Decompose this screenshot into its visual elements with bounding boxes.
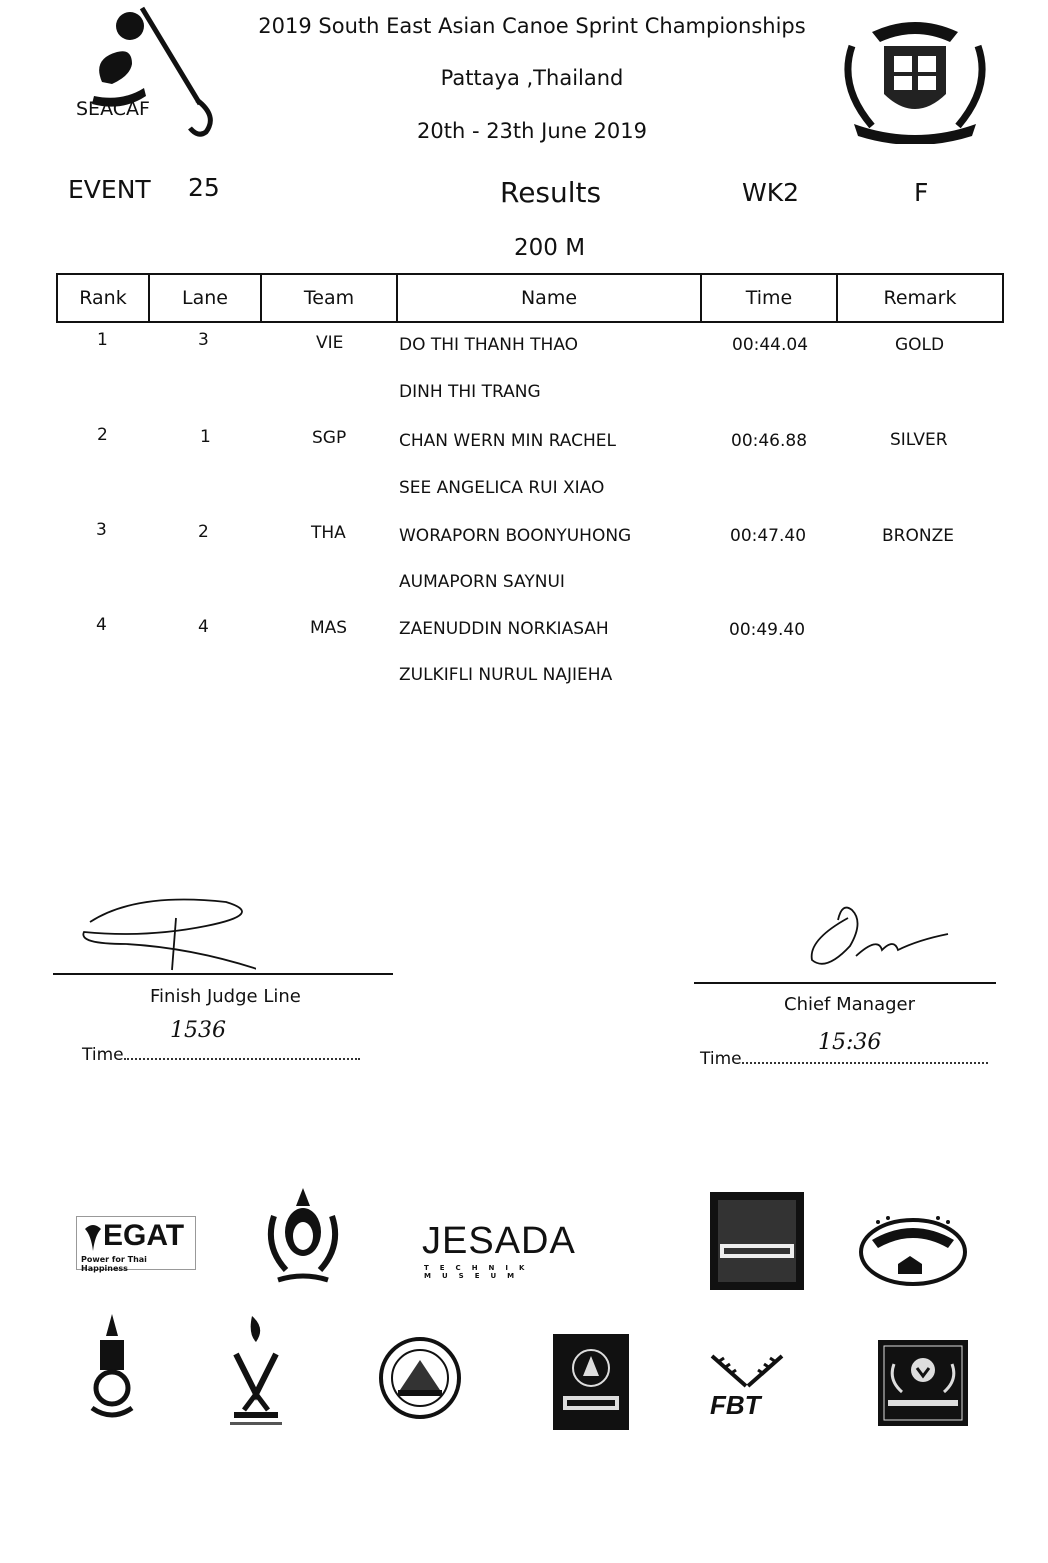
event-dates: 20th - 23th June 2019 [417, 119, 647, 143]
remark-cell: BRONZE [882, 526, 954, 546]
torch-flame-icon [222, 1314, 290, 1430]
rank-cell: 2 [97, 425, 108, 445]
column-header-rank: Rank [57, 274, 149, 322]
chief-manager-time-value: 15:36 [818, 1030, 882, 1055]
navy-emblem-icon [84, 1312, 140, 1424]
university-seal-logo [378, 1336, 462, 1420]
fbt-logo-text: FBT [710, 1390, 761, 1420]
lane-cell: 2 [198, 522, 209, 542]
finish-judge-time-value: 1536 [170, 1018, 226, 1043]
signature-icon [76, 892, 256, 976]
finish-judge-label: Finish Judge Line [150, 986, 301, 1007]
team-cell: VIE [316, 333, 344, 353]
athlete-name: ZAENUDDIN NORKIASAH [399, 619, 609, 639]
aomsin-emblem-icon [553, 1334, 629, 1430]
column-header-name: Name [397, 274, 701, 322]
lane-cell: 4 [198, 617, 209, 637]
column-header-remark: Remark [837, 274, 1003, 322]
time-cell: 00:44.04 [732, 335, 809, 355]
athlete-name: ZULKIFLI NURUL NAJIEHA [399, 665, 613, 685]
seal-icon [378, 1336, 462, 1420]
fbt-logo [706, 1352, 788, 1424]
egat-logo-text: EGAT [103, 1219, 185, 1252]
column-header-lane: Lane [149, 274, 261, 322]
seacaf-logo-text: SEACAF [76, 98, 150, 120]
finish-judge-time-label [82, 1044, 360, 1065]
lane-cell: 3 [198, 330, 209, 350]
team-cell: MAS [310, 618, 348, 638]
egat-tagline: Power for Thai Happiness [81, 1255, 147, 1273]
time-cell: 00:46.88 [731, 431, 808, 451]
results-label: Results [500, 176, 602, 209]
athlete-name: DO THI THANH THAO [399, 335, 579, 355]
results-table [56, 273, 1004, 323]
time-cell: 00:47.40 [730, 526, 807, 546]
event-phase: F [914, 178, 929, 207]
finish-judge-signature-line [53, 973, 393, 975]
event-number: 25 [188, 173, 220, 202]
sponsor-square-logo [710, 1192, 804, 1290]
seacaf-logo [72, 4, 222, 139]
jesada-logo [422, 1220, 588, 1280]
jesada-tagline: TECHNIK MUSEUM [424, 1264, 536, 1280]
rank-cell: 4 [96, 615, 107, 635]
team-cell: SGP [312, 428, 347, 448]
event-label: EVENT [68, 175, 151, 204]
chief-manager-signature [798, 900, 958, 972]
event-distance: 200 M [514, 235, 586, 261]
column-header-team: Team [261, 274, 397, 322]
royal-emblem-icon [264, 1186, 342, 1290]
jesada-logo-text: JESADA [422, 1220, 576, 1262]
time-label-text: Time [700, 1049, 742, 1069]
column-header-time: Time [701, 274, 837, 322]
egat-emblem-icon [81, 1221, 105, 1255]
chief-manager-label: Chief Manager [784, 994, 916, 1015]
aomsin-logo [553, 1334, 629, 1430]
laurel-icon [706, 1352, 788, 1392]
time-label-text: Time [82, 1045, 124, 1065]
royal-emblem-logo [264, 1186, 342, 1290]
time-dotted-line [124, 1044, 360, 1060]
rank-cell: 3 [96, 520, 107, 540]
bank-emblem-icon [878, 1340, 968, 1426]
association-crest [832, 6, 998, 144]
nsdf-logo [222, 1314, 290, 1430]
table-header-row [57, 274, 1003, 322]
time-cell: 00:49.40 [729, 620, 806, 640]
team-cell: THA [311, 523, 346, 543]
thai-text-logo-icon [710, 1192, 804, 1290]
rank-cell: 1 [97, 330, 108, 350]
farm-oval-icon [858, 1212, 968, 1292]
remark-cell: GOLD [895, 335, 945, 355]
event-category: WK2 [742, 178, 800, 207]
signature-icon [798, 900, 958, 972]
athlete-name: AUMAPORN SAYNUI [399, 572, 565, 592]
chief-manager-signature-line [694, 982, 996, 984]
championship-title: 2019 South East Asian Canoe Sprint Championships [258, 14, 806, 38]
athlete-name: SEE ANGELICA RUI XIAO [399, 478, 605, 498]
athlete-name: CHAN WERN MIN RACHEL [399, 431, 617, 451]
athlete-name: DINH THI TRANG [399, 382, 541, 402]
lane-cell: 1 [200, 427, 211, 447]
finish-judge-signature [76, 892, 256, 976]
navy-emblem-logo [84, 1312, 140, 1424]
crest-icon [832, 6, 998, 144]
thai-bank-logo [878, 1340, 968, 1426]
event-location: Pattaya ,Thailand [440, 66, 624, 90]
farm-logo [858, 1212, 968, 1292]
remark-cell: SILVER [890, 430, 948, 450]
athlete-name: WORAPORN BOONYUHONG [399, 526, 632, 546]
egat-logo [76, 1216, 196, 1273]
